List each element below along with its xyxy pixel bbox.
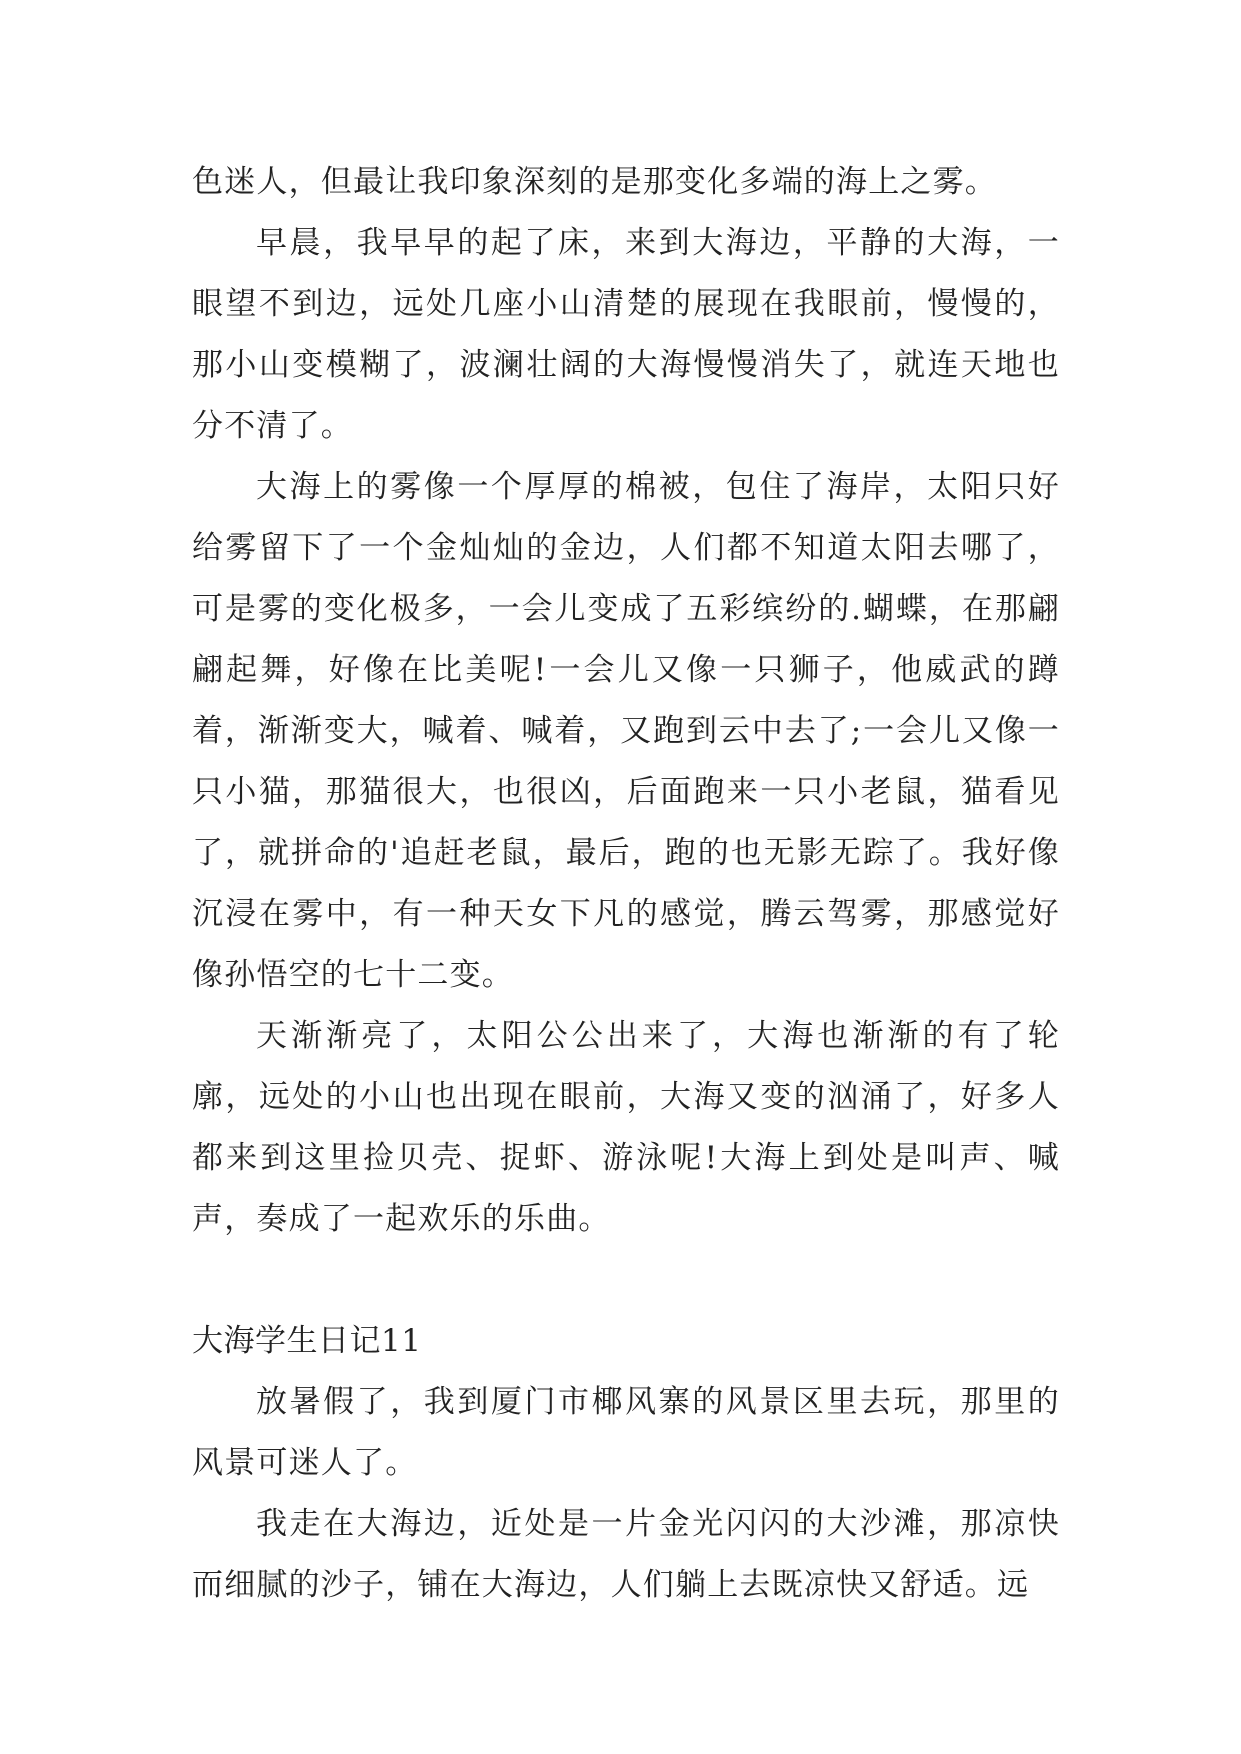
paragraph-summer-vacation: 放暑假了，我到厦门市椰风寨的风景区里去玩，那里的风景可迷人了。 <box>192 1384 1060 1481</box>
document-body <box>192 152 1060 1616</box>
paragraph-continuation: 色迷人，但最让我印象深刻的是那变化多端的海上之雾。 <box>192 164 997 200</box>
paragraph-daylight: 天渐渐亮了，太阳公公出来了，大海也渐渐的有了轮廓，远处的小山也出现在眼前，大海又变的汹涌了，好多人都来到这里捡贝壳、捉虾、游泳呢!大海上到处是叫声、喊声，奏成了一起欢乐的乐曲。 <box>192 1018 1060 1237</box>
diary-heading: 大海学生日记11 <box>192 1323 422 1359</box>
paragraph-morning: 早晨，我早早的起了床，来到大海边，平静的大海，一眼望不到边，远处几座小山清楚的展现在我眼前，慢慢的，那小山变模糊了，波澜壮阔的大海慢慢消失了，就连天地也分不清了。 <box>192 225 1060 444</box>
paragraph-beach: 我走在大海边，近处是一片金光闪闪的大沙滩，那凉快而细腻的沙子，铺在大海边，人们躺上去既凉快又舒适。远 <box>192 1506 1060 1603</box>
paragraph-fog: 大海上的雾像一个厚厚的棉被，包住了海岸，太阳只好给雾留下了一个金灿灿的金边，人们都不知道太阳去哪了，可是雾的变化极多，一会儿变成了五彩缤纷的.蝴蝶，在那翩翩起舞，好像在比美呢!一会儿又像一只狮子，他威武的蹲着，渐渐变大，喊着、喊着，又跑到云中去了;一会儿又像一只小猫，那猫很大，也很凶，后面跑来一只小老鼠，猫看见了，就拼命的'追赶老鼠，最后，跑的也无影无踪了。我好像沉浸在雾中，有一种天女下凡的感觉，腾云驾雾，那感觉好像孙悟空的七十二变。 <box>192 469 1060 993</box>
